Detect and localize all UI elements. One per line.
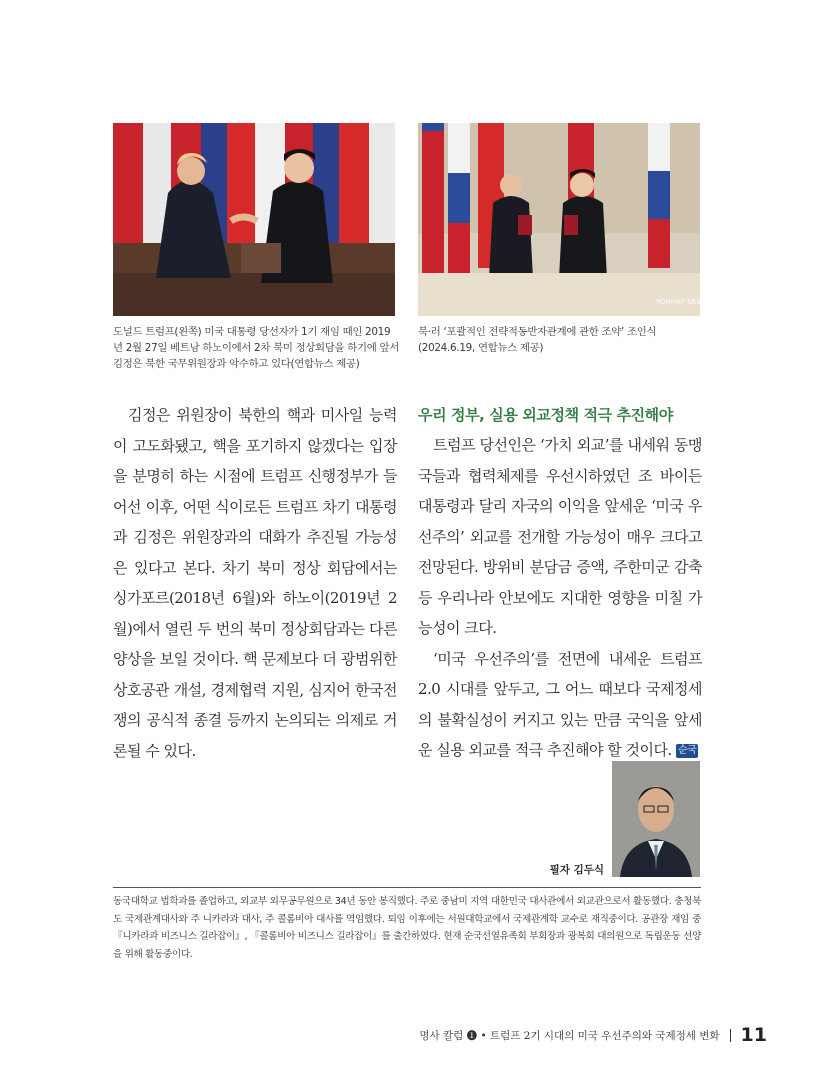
yonhap-watermark: YONHAP NEWS	[656, 298, 709, 306]
running-title: 명사 칼럼 ❶ • 트럼프 2기 시대의 미국 우선주의와 국제정세 변화	[419, 1029, 720, 1042]
article-left-column	[113, 400, 397, 766]
page-number: 11	[740, 1024, 767, 1046]
section-subheading: 우리 정부, 실용 외교정책 적극 추진해야	[418, 406, 673, 424]
article-paragraph-closing	[418, 644, 702, 766]
author-byline: 필자 김두식	[549, 864, 604, 876]
closing-text: ‘미국 우선주의’를 전면에 내세운 트럼프 2.0 시대를 앞두고, 그 어느 때보다 국제정세의 불확실성이 커지고 있는 만큼 국익을 앞세운 실용 외교를 적극 추진해야 할 것이다.	[418, 649, 702, 759]
photo-trump-kim-handshake	[113, 123, 395, 316]
author-photo	[612, 761, 700, 877]
end-mark-badge: 순국	[678, 745, 697, 756]
page-footer	[419, 1024, 767, 1046]
section-divider	[113, 887, 701, 888]
article-right-column	[418, 400, 702, 766]
author-bio: 동국대학교 법학과를 졸업하고, 외교부 외무공무원으로 34년 동안 봉직했다. 주로 중남미 지역 대한민국 대사관에서 외교관으로서 활동했다. 충청북도 국제관계대사와 주 니카라과 대사, 주 콜롬비아 대사를 역임했다. 퇴임 이후에는 서원대학교에서 국제관계학 교수로 재직중이다. 공관장 재임 중 『니카라과 비즈니스 길라잡이』, 『콜롬비아 비즈니스 길라잡이』를 출간하였다. 현재 순국선열유족회 부회장과 광복회 대의원으로 독립운동 선양을 위해 활동중이다.	[113, 896, 701, 960]
article-paragraph: 트럼프 당선인은 ‘가치 외교’를 내세워 동맹국들과 협력체제를 우선시하였던 조 바이든 대통령과 달리 자국의 이익을 앞세운 ‘미국 우선주의’ 외교를 전개할 가능성이 매우 크다고 전망된다. 방위비 분담금 증액, 주한미군 감축 등 우리나라 안보에도 지대한 영향을 미칠 가능성이 크다.	[418, 436, 702, 637]
photo-caption-right: 북·러 ‘포괄적인 전략적동반자관계에 관한 조약’ 조인식 (2024.6.19, 연합뉴스 제공)	[418, 326, 657, 354]
photo-caption-left: 도널드 트럼프(왼쪽) 미국 대통령 당선자가 1기 재임 때인 2019년 2월 27일 베트남 하노이에서 2차 북미 정상회담을 하기에 앞서 김정은 북한 국무위원장과 악수하고 있다(연합뉴스 제공)	[113, 326, 399, 370]
photo-nk-russia-treaty-ceremony	[418, 123, 709, 316]
article-paragraph: 김정은 위원장이 북한의 핵과 미사일 능력이 고도화됐고, 핵을 포기하지 않겠다는 입장을 분명히 하는 시점에 트럼프 신행정부가 들어선 이후, 어떤 식이로든 트럼프 차기 대통령과 김정은 위원장과의 대화가 추진될 가능성은 있다고 본다. 차기 북미 정상 회담에서는 싱가포르(2018년 6월)와 하노이(2019년 2월)에서 열린 두 번의 북미 정상회담과는 다른 양상을 보일 것이다. 핵 문제보다 더 광범위한 상호공관 개설, 경제협력 지원, 심지어 한국전쟁의 공식적 종결 등까지 논의되는 의제로 거론될 수 있다.	[113, 406, 397, 760]
footer-separator	[730, 1029, 731, 1042]
